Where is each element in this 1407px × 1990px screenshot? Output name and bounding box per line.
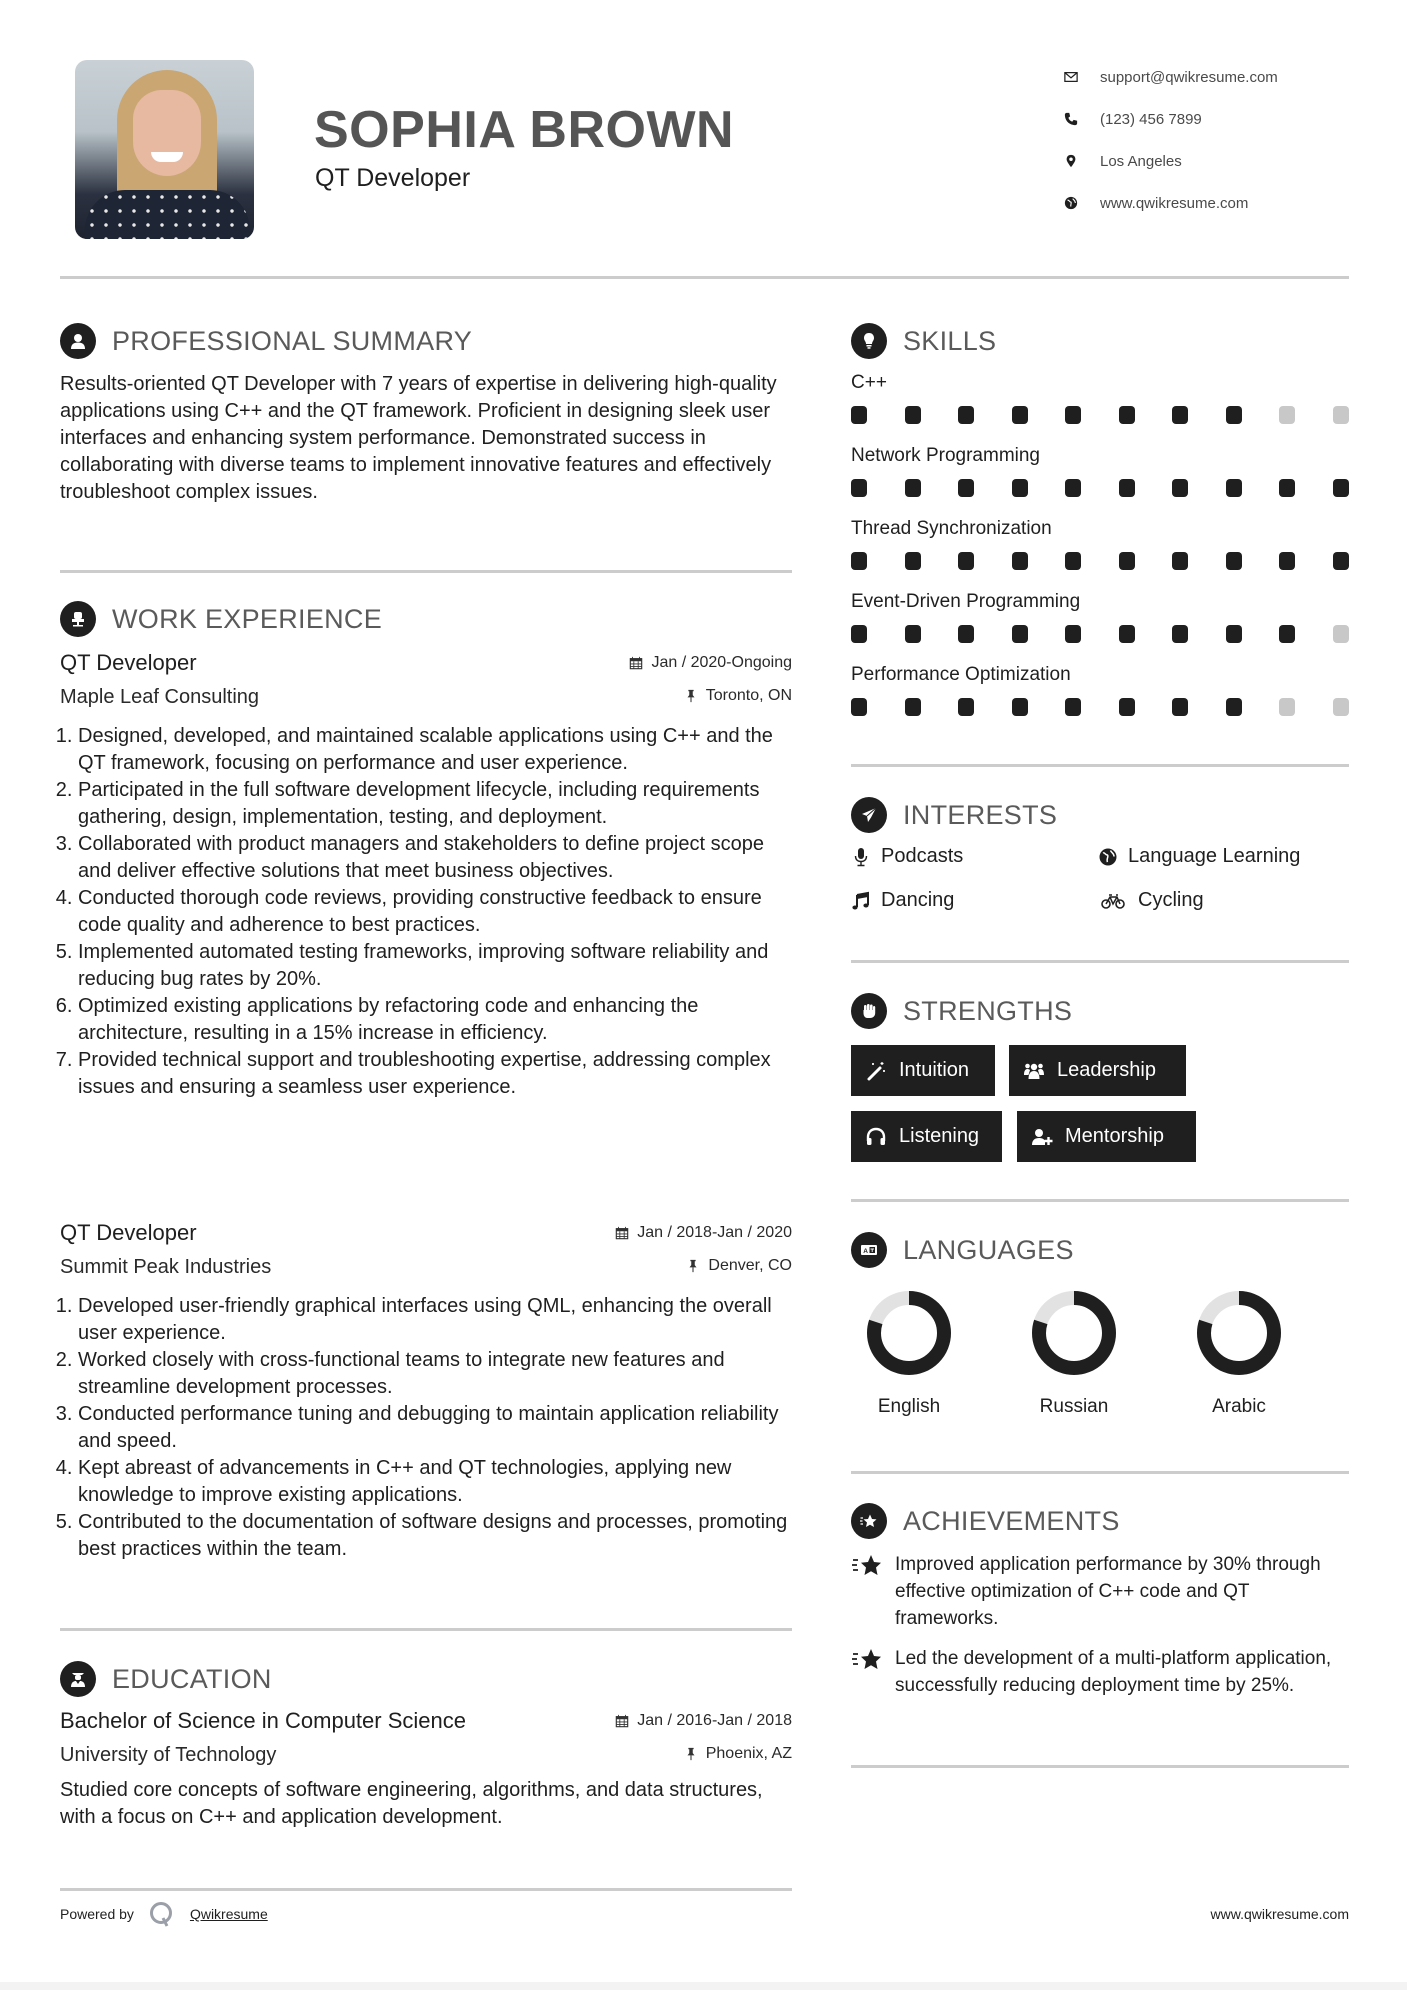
job-dates: Jan / 2020-Ongoing (629, 654, 792, 672)
language-name: English (877, 1396, 941, 1417)
rating-dot (1119, 552, 1135, 570)
skill-item (851, 518, 1349, 570)
skill-rating (851, 625, 1349, 643)
job-role: QT Developer (60, 650, 197, 675)
rating-dot (1226, 479, 1242, 497)
lightbulb-icon (851, 323, 887, 359)
rating-dot (851, 479, 867, 497)
map-marker-icon (1064, 154, 1100, 168)
contact-phone[interactable] (1064, 98, 1278, 140)
proficiency-donut (1194, 1288, 1284, 1378)
strengths-divider (851, 1199, 1349, 1202)
experience-divider (60, 1628, 792, 1631)
strength-chip: Listening (851, 1111, 1002, 1162)
candidate-name: SOPHIA BROWN (314, 101, 735, 159)
skill-item (851, 664, 1349, 716)
rating-dot (1226, 552, 1242, 570)
footer-divider (60, 1888, 792, 1891)
magic-wand-icon (865, 1060, 887, 1082)
rating-dot (1279, 625, 1295, 643)
contact-website-text: www.qwikresume.com (1100, 194, 1249, 212)
rating-dot (1279, 552, 1295, 570)
strength-chip: Mentorship (1017, 1111, 1196, 1162)
skill-name: Network Programming (851, 445, 1040, 466)
skill-rating (851, 698, 1349, 716)
shooting-star-icon (851, 1646, 883, 1674)
pushpin-icon (684, 1747, 698, 1761)
summary-text: Results-oriented QT Developer with 7 years of expertise in delivering high-quality applications using C++ and the QT framework. Proficient in designing sleek user interfaces and enhancing system performance. Demonstrated success in collaborating with diverse teams to implement innovative features and effectively troubleshoot complex issues. (60, 373, 777, 503)
proficiency-donut (1029, 1288, 1119, 1378)
job-company: Summit Peak Industries (60, 1256, 272, 1278)
rating-dot (1226, 406, 1242, 424)
job-location: Toronto, ON (684, 687, 792, 705)
profile-photo (75, 60, 254, 239)
rating-dot (1119, 406, 1135, 424)
achievement-item: Led the development of a multi-platform application, successfully reducing deployment time by 25%. (851, 1645, 1351, 1699)
job-role: QT Developer (60, 1220, 197, 1245)
language-name: Arabic (1212, 1396, 1266, 1417)
contact-location-text: Los Angeles (1100, 152, 1182, 170)
star-badge-icon (851, 1503, 887, 1539)
rating-dot (1172, 698, 1188, 716)
rating-dot (905, 406, 921, 424)
interest-item: Cycling (1098, 889, 1204, 912)
rating-dot (1333, 406, 1349, 424)
language-item (1179, 1288, 1299, 1418)
rating-dot (1065, 406, 1081, 424)
job-bullet: 1. Developed user-friendly graphical interfaces using QML, enhancing the overall user experience. (78, 1293, 792, 1347)
job-dates: Jan / 2018-Jan / 2020 (615, 1224, 792, 1242)
rating-dot (851, 625, 867, 643)
rating-dot (851, 552, 867, 570)
interest-item: Dancing (851, 889, 954, 912)
achievements-heading: ACHIEVEMENTS (851, 1503, 1120, 1539)
headphones-icon (865, 1126, 887, 1148)
skill-rating (851, 552, 1349, 570)
contact-list (1064, 56, 1278, 224)
education-heading: EDUCATION (60, 1661, 272, 1697)
envelope-icon (1064, 70, 1100, 84)
job-bullet: 7. Provided technical support and troubleshooting expertise, addressing complex issues and ensuring a seamless user experience. (78, 1047, 792, 1101)
calendar-icon (615, 1226, 629, 1240)
svg-text:A: A (863, 1248, 868, 1255)
job-location: Denver, CO (686, 1257, 792, 1275)
strength-chip: Leadership (1009, 1045, 1186, 1096)
rating-dot (1279, 698, 1295, 716)
music-note-icon (851, 891, 871, 911)
user-icon (60, 323, 96, 359)
qwikresume-link[interactable]: Qwikresume (189, 1906, 268, 1922)
skill-item (851, 372, 1349, 424)
rating-dot (851, 698, 867, 716)
job-bullets (60, 723, 792, 1101)
skill-rating (851, 406, 1349, 424)
summary-heading: PROFESSIONAL SUMMARY (60, 323, 472, 359)
skills-divider (851, 764, 1349, 767)
languages-heading: A LANGUAGES (851, 1232, 1074, 1268)
rating-dot (905, 698, 921, 716)
contact-location (1064, 140, 1278, 182)
calendar-icon (615, 1714, 629, 1728)
interests-heading: INTERESTS (851, 797, 1057, 833)
language-item (849, 1288, 969, 1418)
phone-icon (1064, 112, 1100, 126)
qwikresume-logo-icon (148, 1900, 176, 1928)
job-bullet: 3. Conducted performance tuning and debugging to maintain application reliability and speed. (78, 1401, 792, 1455)
rating-dot (1012, 625, 1028, 643)
job-bullet: 3. Collaborated with product managers and stakeholders to define project scope and deliver effective solutions that meet business objectives. (78, 831, 792, 885)
achievement-item: Improved application performance by 30% through effective optimization of C++ code and QT frameworks. (851, 1551, 1351, 1632)
experience-heading: WORK EXPERIENCE (60, 601, 382, 637)
job-bullet: 4. Conducted thorough code reviews, providing constructive feedback to ensure code quality and adherence to best practices. (78, 885, 792, 939)
rating-dot (1012, 479, 1028, 497)
graduate-icon (60, 1661, 96, 1697)
skill-name: Thread Synchronization (851, 518, 1052, 539)
rating-dot (958, 406, 974, 424)
rating-dot (1279, 406, 1295, 424)
rating-dot (905, 552, 921, 570)
microphone-icon (851, 847, 871, 867)
rating-dot (1012, 406, 1028, 424)
strengths-heading: STRENGTHS (851, 993, 1072, 1029)
shooting-star-icon (851, 1552, 883, 1580)
job-bullet: 1. Designed, developed, and maintained scalable applications using C++ and the QT framework, focusing on performance and user experience. (78, 723, 792, 777)
contact-email-text: support@qwikresume.com (1100, 68, 1278, 86)
rating-dot (1333, 698, 1349, 716)
rating-dot (1012, 698, 1028, 716)
job-bullet: 2. Worked closely with cross-functional teams to integrate new features and streamline development processes. (78, 1347, 792, 1401)
school: University of Technology (60, 1744, 277, 1766)
rating-dot (958, 552, 974, 570)
job-entry (60, 650, 792, 1101)
interest-item: Podcasts (851, 845, 963, 868)
rating-dot (1333, 479, 1349, 497)
job-bullet: 2. Participated in the full software development lifecycle, including requirements gathering, design, implementation, testing, and deployment. (78, 777, 792, 831)
user-plus-icon (1031, 1126, 1053, 1148)
rating-dot (905, 625, 921, 643)
skill-name: C++ (851, 372, 887, 393)
rating-dot (1172, 406, 1188, 424)
skill-rating (851, 479, 1349, 497)
footer-website[interactable]: www.qwikresume.com (1210, 1906, 1349, 1922)
education-entry (60, 1708, 792, 1831)
job-company: Maple Leaf Consulting (60, 686, 260, 708)
bicycle-icon (1098, 891, 1128, 911)
users-icon (1023, 1060, 1045, 1082)
contact-website[interactable] (1064, 182, 1278, 224)
languages-divider (851, 1471, 1349, 1474)
language-item (1014, 1288, 1134, 1418)
rating-dot (1226, 698, 1242, 716)
rating-dot (1065, 552, 1081, 570)
rating-dot (1065, 625, 1081, 643)
job-bullet: 5. Implemented automated testing frameworks, improving software reliability and reducing bug rates by 20%. (78, 939, 792, 993)
interests-divider (851, 960, 1349, 963)
job-bullets (60, 1293, 792, 1563)
rating-dot (1172, 625, 1188, 643)
candidate-title: QT Developer (315, 164, 471, 192)
rating-dot (1119, 479, 1135, 497)
achievements-divider (851, 1765, 1349, 1768)
interest-item: Language Learning (1098, 845, 1300, 868)
rating-dot (1333, 552, 1349, 570)
skill-name: Performance Optimization (851, 664, 1071, 685)
rating-dot (958, 698, 974, 716)
job-bullet: 5. Contributed to the documentation of software designs and processes, promoting best practices within the team. (78, 1509, 792, 1563)
rating-dot (958, 625, 974, 643)
calendar-icon (629, 656, 643, 670)
rating-dot (1065, 479, 1081, 497)
office-chair-icon (60, 601, 96, 637)
rating-dot (1172, 552, 1188, 570)
rating-dot (1172, 479, 1188, 497)
skills-heading: SKILLS (851, 323, 996, 359)
powered-by: Powered by Qwikresume (60, 1900, 268, 1928)
pushpin-icon (686, 1259, 700, 1273)
education-description: Studied core concepts of software engineering, algorithms, and data structures, with a focus on C++ and application development. (60, 1779, 763, 1828)
rating-dot (958, 479, 974, 497)
globe-icon (1098, 847, 1118, 867)
job-bullet: 6. Optimized existing applications by refactoring code and enhancing the architecture, resulting in a 15% increase in efficiency. (78, 993, 792, 1047)
rating-dot (1279, 479, 1295, 497)
rating-dot (1333, 625, 1349, 643)
skill-item (851, 445, 1349, 497)
header-divider (60, 276, 1349, 279)
paper-plane-icon (851, 797, 887, 833)
rating-dot (851, 406, 867, 424)
strength-chip: Intuition (851, 1045, 995, 1096)
rating-dot (1226, 625, 1242, 643)
job-entry (60, 1220, 792, 1563)
translate-icon (851, 1232, 887, 1268)
contact-email[interactable] (1064, 56, 1278, 98)
rating-dot (1119, 698, 1135, 716)
rating-dot (1012, 552, 1028, 570)
proficiency-donut (864, 1288, 954, 1378)
language-name: Russian (1039, 1396, 1109, 1417)
degree: Bachelor of Science in Computer Science (60, 1708, 466, 1733)
globe-icon (1064, 196, 1100, 210)
rating-dot (1119, 625, 1135, 643)
rating-dot (905, 479, 921, 497)
rating-dot (1065, 698, 1081, 716)
pushpin-icon (684, 689, 698, 703)
contact-phone-text: (123) 456 7899 (1100, 110, 1202, 128)
skill-name: Event-Driven Programming (851, 591, 1081, 612)
page-bottom-edge (0, 1982, 1407, 1990)
skill-item (851, 591, 1349, 643)
job-bullet: 4. Kept abreast of advancements in C++ and QT technologies, applying new knowledge to improve existing applications. (78, 1455, 792, 1509)
fist-icon (851, 993, 887, 1029)
education-location: Phoenix, AZ (684, 1745, 792, 1763)
summary-divider (60, 570, 792, 573)
education-dates: Jan / 2016-Jan / 2018 (615, 1712, 792, 1730)
